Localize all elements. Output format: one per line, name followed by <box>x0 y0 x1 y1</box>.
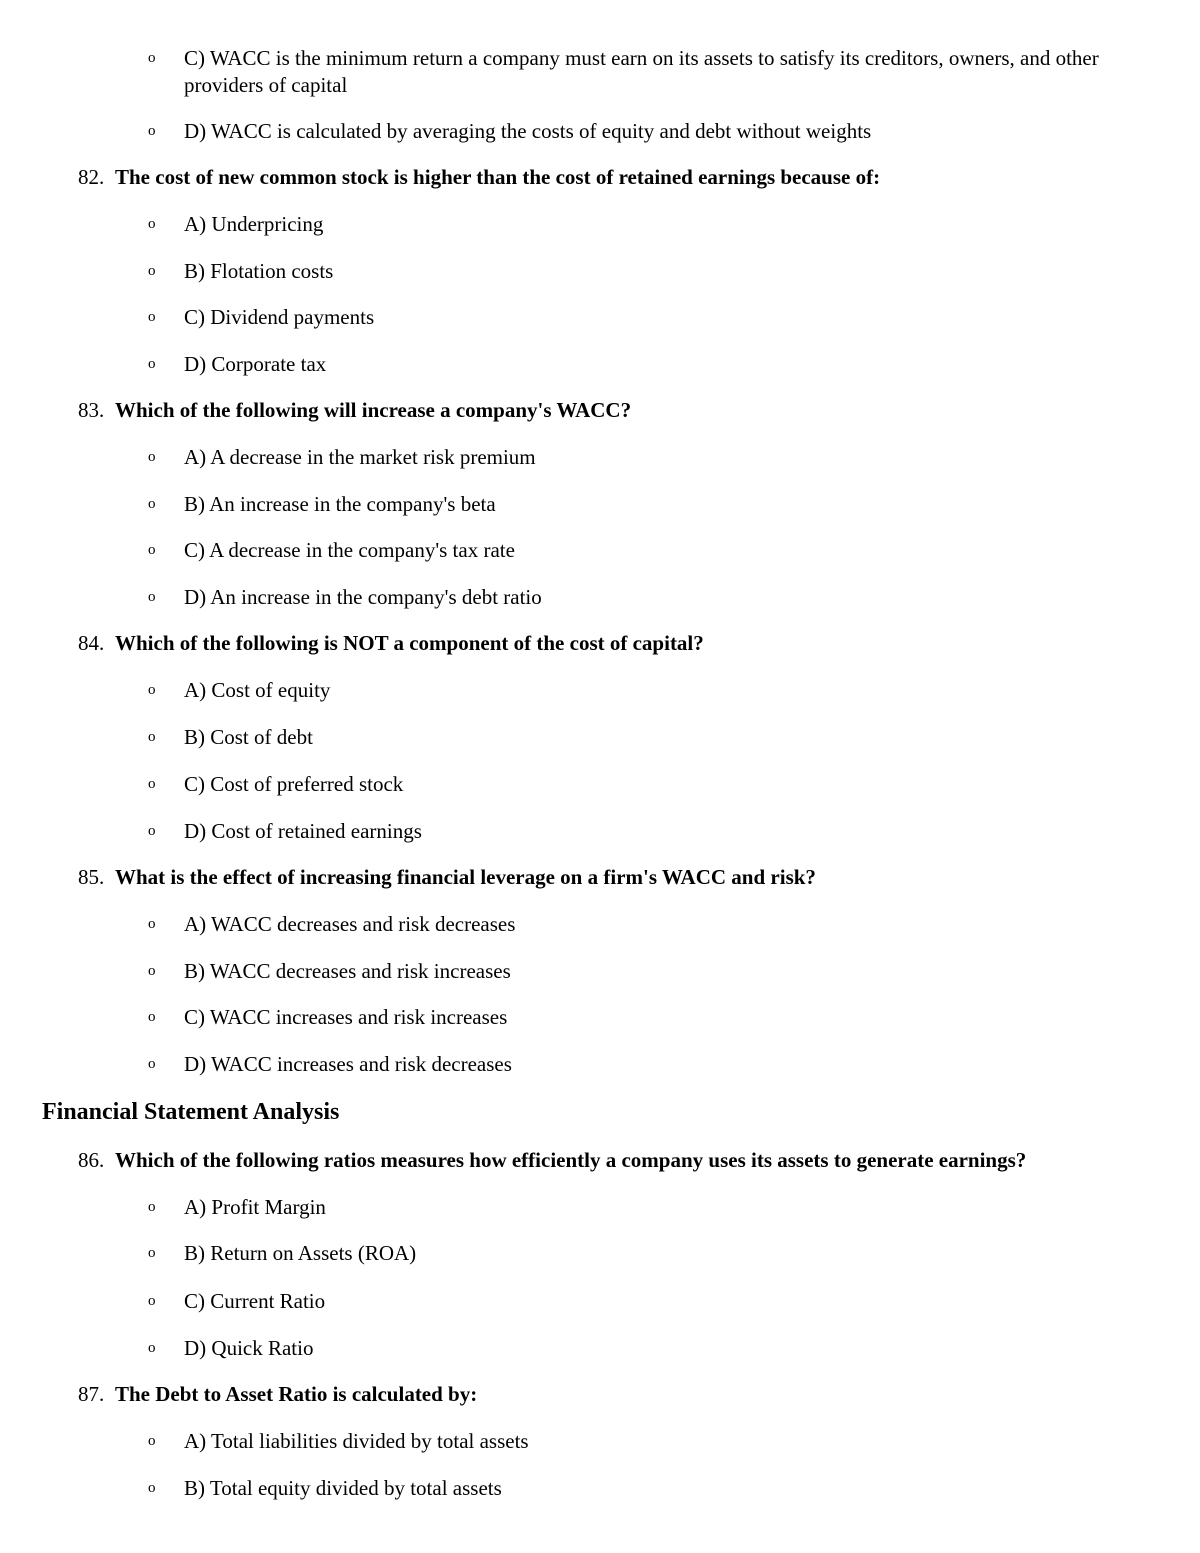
option-text: C) WACC increases and risk increases <box>184 1005 508 1029</box>
option-text: D) Corporate tax <box>184 352 327 376</box>
bullet-icon: o <box>148 1340 156 1356</box>
bullet-icon: o <box>148 776 156 792</box>
question-text: Which of the following is NOT a component of the cost of capital? <box>115 631 704 655</box>
question-number: 82. <box>78 165 105 189</box>
section-heading: Financial Statement Analysis <box>42 1099 340 1125</box>
bullet-icon: o <box>148 729 156 745</box>
bullet-icon: o <box>148 589 156 605</box>
question-text: The cost of new common stock is higher than the cost of retained earnings because of: <box>115 165 881 189</box>
bullet-icon: o <box>148 449 156 465</box>
bullet-icon: o <box>148 542 156 558</box>
option-text: A) Profit Margin <box>184 1195 326 1219</box>
bullet-icon: o <box>148 216 156 232</box>
bullet-icon: o <box>148 356 156 372</box>
option-text: C) WACC is the minimum return a company must earn on its assets to satisfy its creditors, owners, and other providers of capital <box>184 46 1099 97</box>
option-text: A) A decrease in the market risk premium <box>184 445 536 469</box>
option-text: C) Current Ratio <box>184 1289 326 1313</box>
option-text: B) An increase in the company's beta <box>184 492 496 516</box>
question-text: Which of the following will increase a company's WACC? <box>115 398 632 422</box>
option-text: B) Total equity divided by total assets <box>184 1476 502 1500</box>
question-number: 83. <box>78 398 105 422</box>
bullet-icon: o <box>148 50 156 66</box>
option-text: B) Flotation costs <box>184 259 334 283</box>
question-number: 85. <box>78 865 105 889</box>
bullet-icon: o <box>148 1293 156 1309</box>
bullet-icon: o <box>148 963 156 979</box>
question-number: 86. <box>78 1148 105 1172</box>
option-text: A) Cost of equity <box>184 678 331 702</box>
bullet-icon: o <box>148 823 156 839</box>
option-text: A) Underpricing <box>184 212 324 236</box>
option-text: C) Dividend payments <box>184 305 375 329</box>
bullet-icon: o <box>148 1009 156 1025</box>
option-text: D) Quick Ratio <box>184 1336 314 1360</box>
option-text: B) Return on Assets (ROA) <box>184 1241 417 1265</box>
option-text: A) WACC decreases and risk decreases <box>184 912 516 936</box>
bullet-icon: o <box>148 263 156 279</box>
bullet-icon: o <box>148 682 156 698</box>
question-number: 87. <box>78 1382 105 1406</box>
bullet-icon: o <box>148 496 156 512</box>
option-text: A) Total liabilities divided by total assets <box>184 1429 529 1453</box>
bullet-icon: o <box>148 916 156 932</box>
question-text: Which of the following ratios measures how efficiently a company uses its assets to generate earnings? <box>115 1148 1027 1172</box>
question-number: 84. <box>78 631 105 655</box>
bullet-icon: o <box>148 1480 156 1496</box>
question-text: What is the effect of increasing financial leverage on a firm's WACC and risk? <box>115 865 816 889</box>
bullet-icon: o <box>148 1433 156 1449</box>
bullet-icon: o <box>148 123 156 139</box>
option-text: C) A decrease in the company's tax rate <box>184 538 515 562</box>
bullet-icon: o <box>148 1199 156 1215</box>
option-text: C) Cost of preferred stock <box>184 772 404 796</box>
option-text: D) WACC increases and risk decreases <box>184 1052 512 1076</box>
option-text: D) WACC is calculated by averaging the costs of equity and debt without weights <box>184 119 872 143</box>
option-text: D) Cost of retained earnings <box>184 819 422 843</box>
bullet-icon: o <box>148 1056 156 1072</box>
question-text: The Debt to Asset Ratio is calculated by: <box>115 1382 478 1406</box>
option-text: B) WACC decreases and risk increases <box>184 959 511 983</box>
bullet-icon: o <box>148 309 156 325</box>
option-text: D) An increase in the company's debt ratio <box>184 585 542 609</box>
bullet-icon: o <box>148 1245 156 1261</box>
option-text: B) Cost of debt <box>184 725 313 749</box>
